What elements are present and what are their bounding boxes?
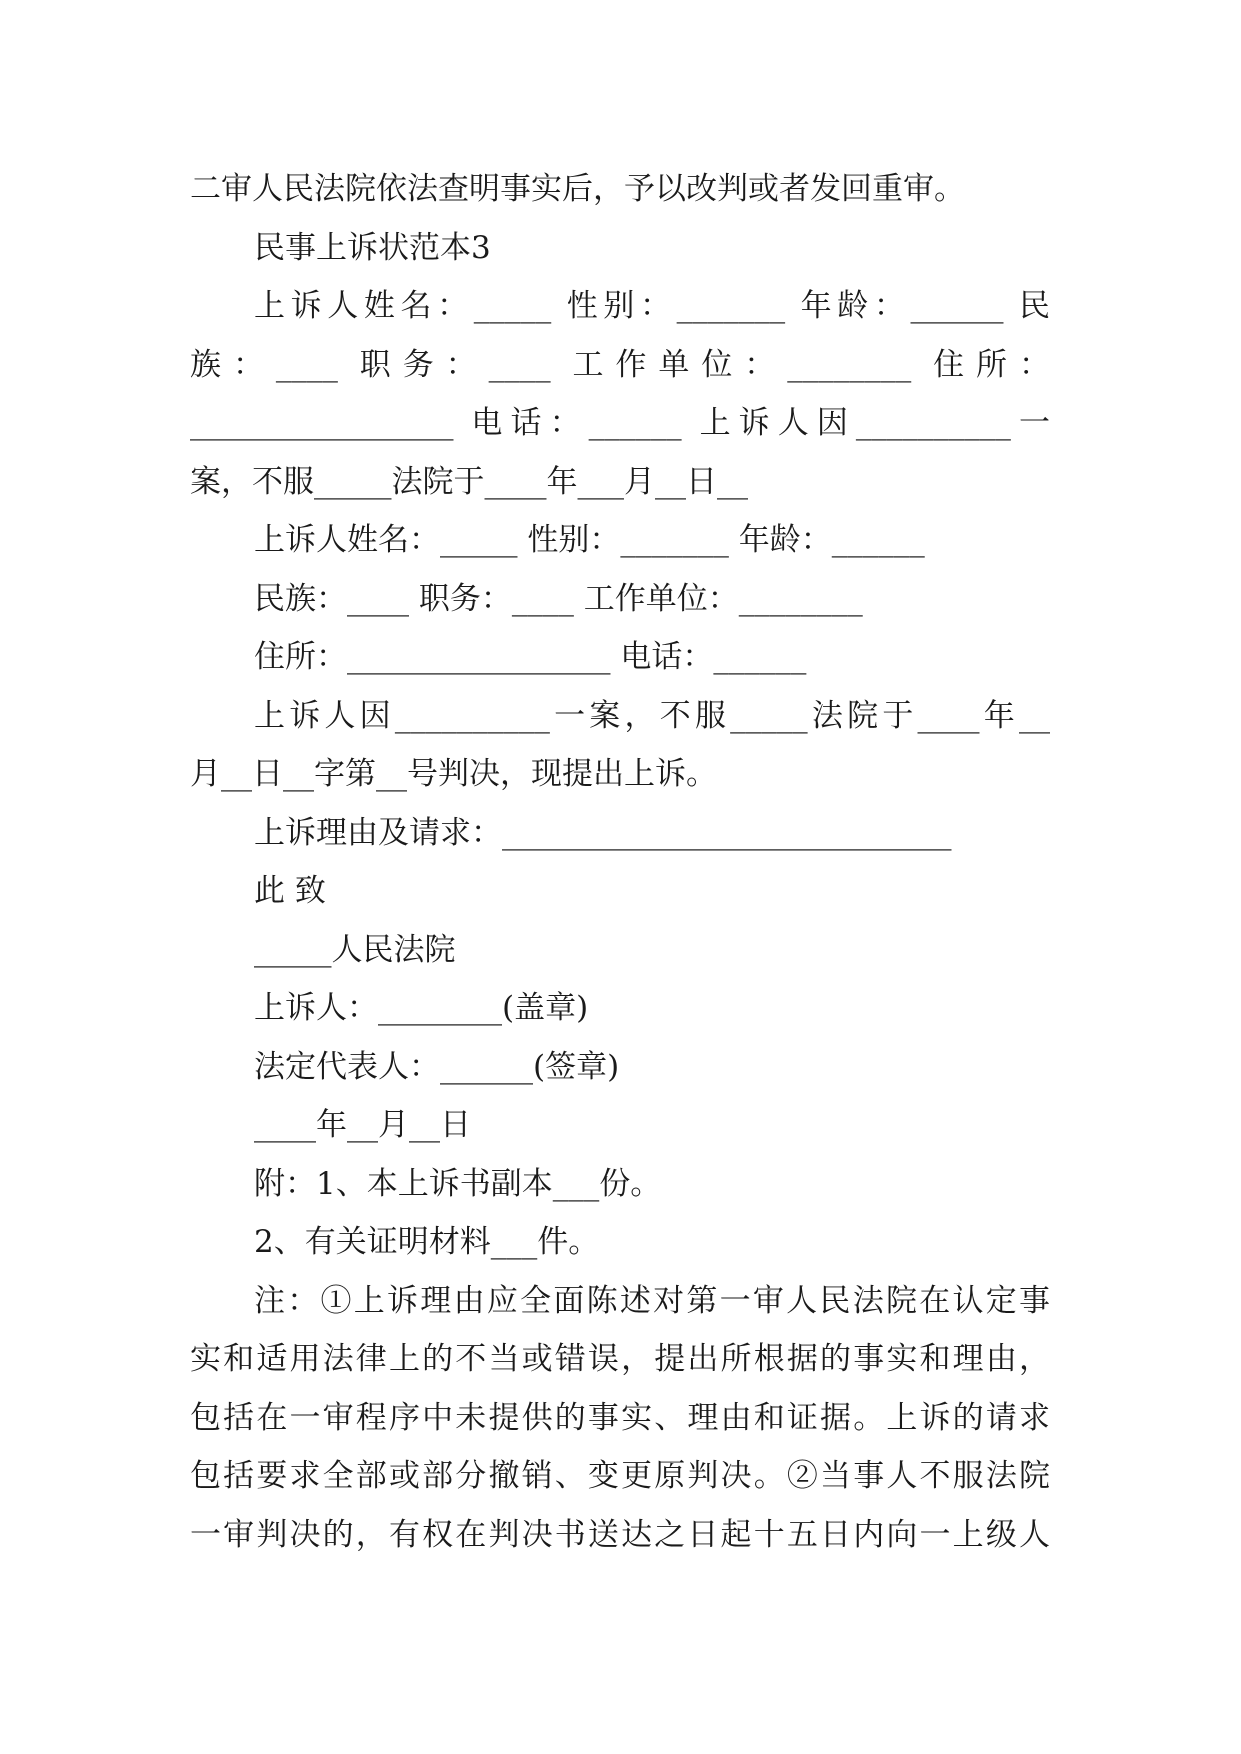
document-line: 此 致	[254, 873, 326, 909]
document-line: 法定代表人：______(签章)	[254, 1048, 620, 1085]
document-line: 2、有关证明材料___件。	[254, 1224, 600, 1260]
document-line: 族：____ 职务：____ 工作单位：________ 住所：	[190, 346, 1050, 383]
document-line: 住所：_________________ 电话：______	[254, 639, 807, 675]
document-line: 附：1、本上诉书副本___份。	[254, 1165, 662, 1202]
document-line: 上诉人姓名：_____ 性别：_______ 年龄：______ 民	[254, 288, 1050, 324]
document-line: 民族：____ 职务：____ 工作单位：________	[254, 580, 863, 617]
document-line: 上诉人姓名：_____ 性别：_______ 年龄：______	[254, 522, 925, 558]
document-line: _____人民法院	[254, 931, 456, 968]
document-line: 上诉人因__________一案，不服_____法院于____年__	[254, 697, 1050, 734]
document-line: 案，不服_____法院于____年___月__日__	[190, 463, 748, 500]
document-line: 注：①上诉理由应全面陈述对第一审人民法院在认定事	[254, 1282, 1050, 1319]
document-line: 月__日__字第__号判决，现提出上诉。	[190, 756, 717, 792]
document-line: _________________ 电话：______ 上诉人因__________一	[190, 405, 1050, 441]
document-line: 民事上诉状范本3	[254, 229, 491, 266]
document-line: 一审判决的，有权在判决书送达之日起十五日内向一上级人	[190, 1516, 1050, 1553]
document-line: ____年__月__日	[254, 1107, 471, 1143]
document-body	[190, 160, 1050, 1564]
document-line: 二审人民法院依法查明事实后，予以改判或者发回重审。	[190, 171, 965, 207]
document-line: 上诉理由及请求：_____________________________	[254, 814, 952, 851]
document-line: 包括要求全部或部分撤销、变更原判决。②当事人不服法院	[190, 1458, 1050, 1494]
document-line: 包括在一审程序中未提供的事实、理由和证据。上诉的请求	[190, 1399, 1050, 1436]
document-line: 实和适用法律上的不当或错误，提出所根据的事实和理由，	[190, 1341, 1050, 1377]
document-line: 上诉人：________(盖章)	[254, 990, 589, 1026]
